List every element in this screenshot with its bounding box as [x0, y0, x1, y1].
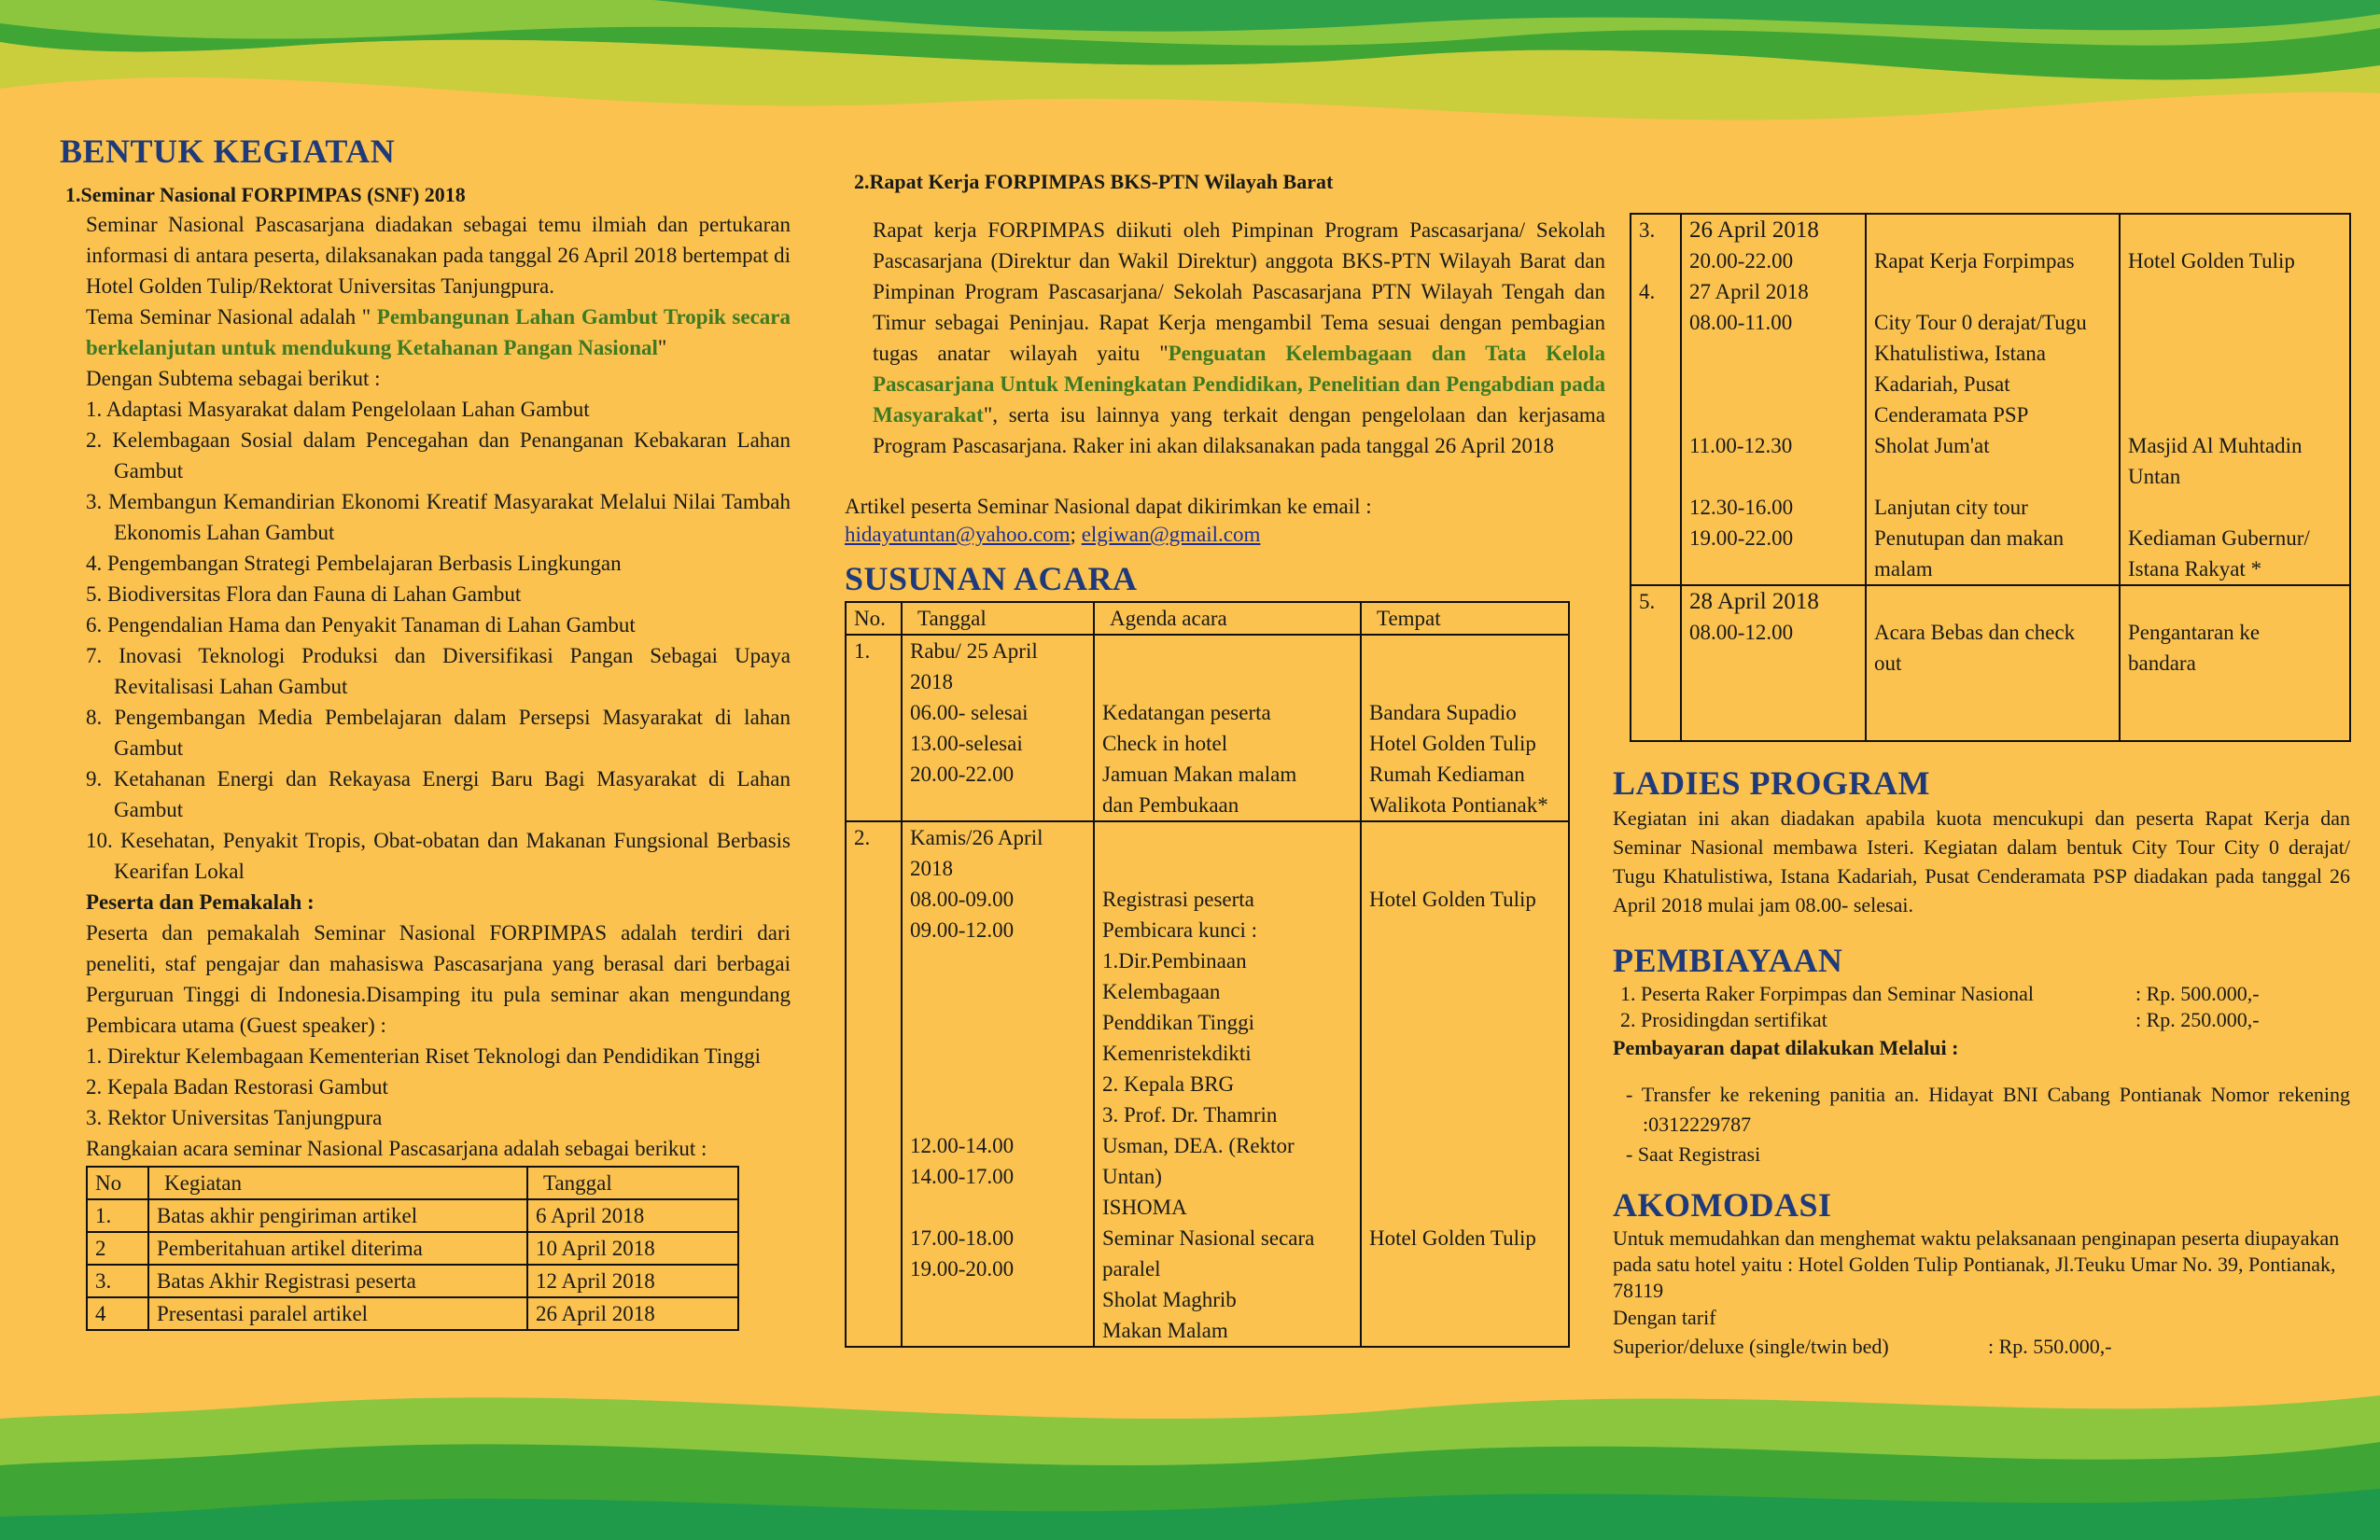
cell-tempat: Bandara Supadio Hotel Golden Tulip Rumah Kediaman Walikota Pontianak* — [1361, 635, 1569, 821]
list-item: 5. Biodiversitas Flora dan Fauna di Lahan Gambut — [86, 582, 522, 606]
table-row — [87, 1232, 738, 1265]
table-row — [1631, 214, 2350, 585]
pembayaran-title: Pembayaran dapat dilakukan Melalui : — [1613, 1036, 1959, 1059]
speaker-list — [86, 1041, 791, 1133]
list-item: 4. Pengembangan Strategi Pembelajaran Berbasis Lingkungan — [86, 552, 622, 575]
cell-no: 2 — [87, 1232, 148, 1265]
tarif-label: Dengan tarif — [1613, 1306, 1716, 1329]
cell-tanggal: 28 April 2018 08.00-12.00 — [1681, 585, 1866, 741]
payment-list — [1626, 1080, 2350, 1169]
column-middle — [845, 168, 1605, 1348]
cell-agenda: Rapat Kerja Forpimpas City Tour 0 derajat/Tugu Khatulistiwa, Istana Kadariah, Pusat Cenderamata PSP Sholat Jum'at Lanjutan city tour Penutupan dan makan malam — [1866, 214, 2120, 585]
agenda-table-continued — [1630, 213, 2351, 742]
tarif-row: Superior/deluxe (single/twin bed) : Rp. 550.000,- — [1613, 1335, 2112, 1358]
list-item: 10. Kesehatan, Penyakit Tropis, Obat-obatan dan Makanan Fungsional Berbasis Kearifan Lokal — [86, 829, 791, 883]
list-item: 2. Kelembagaan Sosial dalam Pencegahan dan Penanganan Kebakaran Lahan Gambut — [86, 428, 791, 483]
list-item: - Transfer ke rekening panitia an. Hidayat BNI Cabang Pontianak Nomor rekening :0312229787 — [1626, 1083, 2350, 1136]
cell-tanggal: Rabu/ 25 April 2018 06.00- selesai 13.00-selesai 20.00-22.00 — [902, 635, 1094, 821]
table-row — [87, 1297, 738, 1330]
header-tanggal: Tanggal — [902, 602, 1094, 635]
heading-ladies-program: LADIES PROGRAM — [1613, 764, 1931, 802]
list-item: 6. Pengendalian Hama dan Penyakit Tanaman di Lahan Gambut — [86, 613, 636, 637]
snf-theme: Tema Seminar Nasional adalah " Pembangunan Lahan Gambut Tropik secara berkelanjutan untuk mendukung Ketahanan Pangan Nasional" — [86, 305, 791, 359]
list-item: 2. Kepala Badan Restorasi Gambut — [86, 1075, 388, 1099]
theme-highlight: Pembangunan Lahan Gambut Tropik secara berkelanjutan untuk mendukung Ketahanan Pangan Nasional — [86, 305, 791, 359]
list-item: 9. Ketahanan Energi dan Rekayasa Energi Baru Bagi Masyarakat di Lahan Gambut — [86, 767, 791, 821]
snf-title: 1.Seminar Nasional FORPIMPAS (SNF) 2018 — [65, 183, 466, 206]
list-item: 3. Membangun Kemandirian Ekonomi Kreatif Masyarakat Melalui Nilai Tambah Ekonomis Lahan Gambut — [86, 490, 791, 544]
email-link-1[interactable]: hidayatuntan@yahoo.com — [845, 523, 1071, 546]
rapat-title: 2.Rapat Kerja FORPIMPAS BKS-PTN Wilayah Barat — [854, 170, 1334, 193]
cell-agenda: Registrasi peserta Pembicara kunci : 1.Dir.Pembinaan Kelembagaan Penddikan Tinggi Kemenristekdikti 2. Kepala BRG 3. Prof. Dr. Thamrin Usman, DEA. (Rektor Untan) ISHOMA Seminar Nasional secara paralel Sholat Maghrib Makan Malam — [1094, 821, 1361, 1347]
ladies-text: Kegiatan ini akan diadakan apabila kuota mencukupi dan peserta Rapat Kerja dan Seminar Nasional membawa Isteri. Kegiatan dalam bentuk City Tour City 0 derajat/ Tugu Khatulistiwa, Istana Kadariah, Pusat Cenderamata PSP diadakan pada tanggal 26 April 2018 mulai jam 08.00- selesai. — [1613, 806, 2350, 917]
artikel-text: Artikel peserta Seminar Nasional dapat dikirimkan ke email : — [845, 495, 1372, 518]
email-link-2[interactable]: elgiwan@gmail.com — [1081, 523, 1261, 546]
subtema-list — [86, 394, 791, 887]
cell-no: 3. — [87, 1265, 148, 1297]
cell-tanggal: 12 April 2018 — [527, 1265, 738, 1297]
cell-no: 4 — [87, 1297, 148, 1330]
peserta-text: Peserta dan pemakalah Seminar Nasional FORPIMPAS adalah terdiri dari peneliti, staf pengajar dan mahasiswa Pascasarjana yang berasal dari berbagai Perguruan Tinggi di Indonesia.Disamping itu pula seminar akan mengundang Pembicara utama (Guest speaker) : — [86, 921, 791, 1037]
heading-pembiayaan: PEMBIAYAAN — [1613, 942, 1843, 979]
fee-row: 2. Prosidingdan sertifikat : Rp. 250.000,- — [1620, 1008, 2260, 1031]
fee-row: 1. Peserta Raker Forpimpas dan Seminar Nasional : Rp. 500.000,- — [1620, 982, 2260, 1005]
cell-tanggal: Kamis/26 April 2018 08.00-09.00 09.00-12.00 12.00-14.00 14.00-17.00 17.00-18.00 19.00-20.00 — [902, 821, 1094, 1347]
column-left — [58, 126, 791, 1331]
snf-intro: Seminar Nasional Pascasarjana diadakan sebagai temu ilmiah dan pertukaran informasi di antara peserta, dilaksanakan pada tanggal 26 April 2018 bertempat di Hotel Golden Tulip/Rektorat Universitas Tanjungpura. — [86, 213, 791, 298]
table-header-row — [846, 602, 1569, 635]
table-row — [1631, 585, 2350, 741]
cell-agenda: Kedatangan peserta Check in hotel Jamuan Makan malam dan Pembukaan — [1094, 635, 1361, 821]
cell-kegiatan: Presentasi paralel artikel — [148, 1297, 527, 1330]
table-row — [87, 1265, 738, 1297]
header-tempat: Tempat — [1361, 602, 1569, 635]
cell-tanggal: 26 April 2018 20.00-22.00 27 April 2018 08.00-11.00 11.00-12.30 12.30-16.00 19.00-22.00 — [1681, 214, 1866, 585]
akomodasi-text: Untuk memudahkan dan menghemat waktu pelaksanaan penginapan peserta diupayakan pada satu hotel yaitu : Hotel Golden Tulip Pontianak, Jl.Teuku Umar No. 39, Pontianak, 78119 — [1613, 1226, 2340, 1302]
cell-no: 1. — [87, 1199, 148, 1232]
cell-no: 3. 4. — [1631, 214, 1681, 585]
header-no: No. — [846, 602, 902, 635]
header-agenda: Agenda acara — [1094, 602, 1361, 635]
cell-tempat: Pengantaran ke bandara — [2120, 585, 2350, 741]
table-row — [846, 821, 1569, 1347]
seminar-schedule-table — [86, 1166, 739, 1331]
cell-no: 1. — [846, 635, 902, 821]
email-line: hidayatuntan@yahoo.com; elgiwan@gmail.com — [845, 523, 1261, 546]
column-right — [1613, 210, 2350, 1362]
list-item: 1. Direktur Kelembagaan Kementerian Riset Teknologi dan Pendidikan Tinggi — [86, 1044, 761, 1068]
bottom-wave-decoration — [0, 1377, 2380, 1540]
cell-no: 2. — [846, 821, 902, 1347]
list-item: - Saat Registrasi — [1626, 1142, 1761, 1166]
table-row — [87, 1199, 738, 1232]
table-header-row — [87, 1167, 738, 1199]
heading-akomodasi: AKOMODASI — [1613, 1186, 1832, 1224]
cell-tanggal: 26 April 2018 — [527, 1297, 738, 1330]
cell-kegiatan: Batas akhir pengiriman artikel — [148, 1199, 527, 1232]
cell-tempat: Hotel Golden Tulip Masjid Al Muhtadin Untan Kediaman Gubernur/ Istana Rakyat * — [2120, 214, 2350, 585]
subtema-intro: Dengan Subtema sebagai berikut : — [86, 367, 381, 390]
fee-list — [1620, 981, 2350, 1033]
cell-tanggal: 10 April 2018 — [527, 1232, 738, 1265]
cell-tempat: Hotel Golden Tulip Hotel Golden Tulip — [1361, 821, 1569, 1347]
list-item: 1. Adaptasi Masyarakat dalam Pengelolaan Lahan Gambut — [86, 398, 590, 421]
rapat-text: Rapat kerja FORPIMPAS diikuti oleh Pimpinan Program Pascasarjana/ Sekolah Pascasarjana (Direktur dan Wakil Direktur) anggota BKS-PTN Wilayah Barat dan Pimpinan Program Pascasarjana/ Sekolah Pascasarjana PTN Wilayah Tengah dan Timur sebagai Peninjau. Rapat Kerja mengambil Tema sesuai dengan pembagian tugas anatar wilayah yaitu "Penguatan Kelembagaan dan Tata Kelola Pascasarjana Untuk Meningkatan Pendidikan, Penelitian dan Pengabdian pada Masyarakat", serta isu lainnya yang terkait dengan pengelolaan dan kerjasama Program Pascasarjana. Raker ini akan dilaksanakan pada tanggal 26 April 2018 — [873, 218, 1605, 457]
cell-kegiatan: Pemberitahuan artikel diterima — [148, 1232, 527, 1265]
list-item: 8. Pengembangan Media Pembelajaran dalam Persepsi Masyarakat di lahan Gambut — [86, 706, 791, 760]
rapat-theme-highlight: Penguatan Kelembagaan dan Tata Kelola Pascasarjana Untuk Meningkatan Pendidikan, Penelitian dan Pengabdian pada Masyarakat — [873, 342, 1605, 427]
header-kegiatan: Kegiatan — [148, 1167, 527, 1199]
peserta-title: Peserta dan Pemakalah : — [86, 890, 315, 914]
cell-agenda: Acara Bebas dan check out — [1866, 585, 2120, 741]
header-tanggal: Tanggal — [527, 1167, 738, 1199]
list-item: 7. Inovasi Teknologi Produksi dan Diversifikasi Pangan Sebagai Upaya Revitalisasi Lahan Gambut — [86, 644, 791, 698]
agenda-table — [845, 601, 1570, 1348]
rangkaian-text: Rangkaian acara seminar Nasional Pascasarjana adalah sebagai berikut : — [86, 1137, 707, 1160]
cell-tanggal: 6 April 2018 — [527, 1199, 738, 1232]
cell-no: 5. — [1631, 585, 1681, 741]
cell-kegiatan: Batas Akhir Registrasi peserta — [148, 1265, 527, 1297]
heading-susunan-acara: SUSUNAN ACARA — [845, 560, 1138, 597]
list-item: 3. Rektor Universitas Tanjungpura — [86, 1106, 383, 1129]
heading-bentuk-kegiatan: BENTUK KEGIATAN — [60, 133, 396, 170]
table-row — [846, 635, 1569, 821]
header-no: No — [87, 1167, 148, 1199]
